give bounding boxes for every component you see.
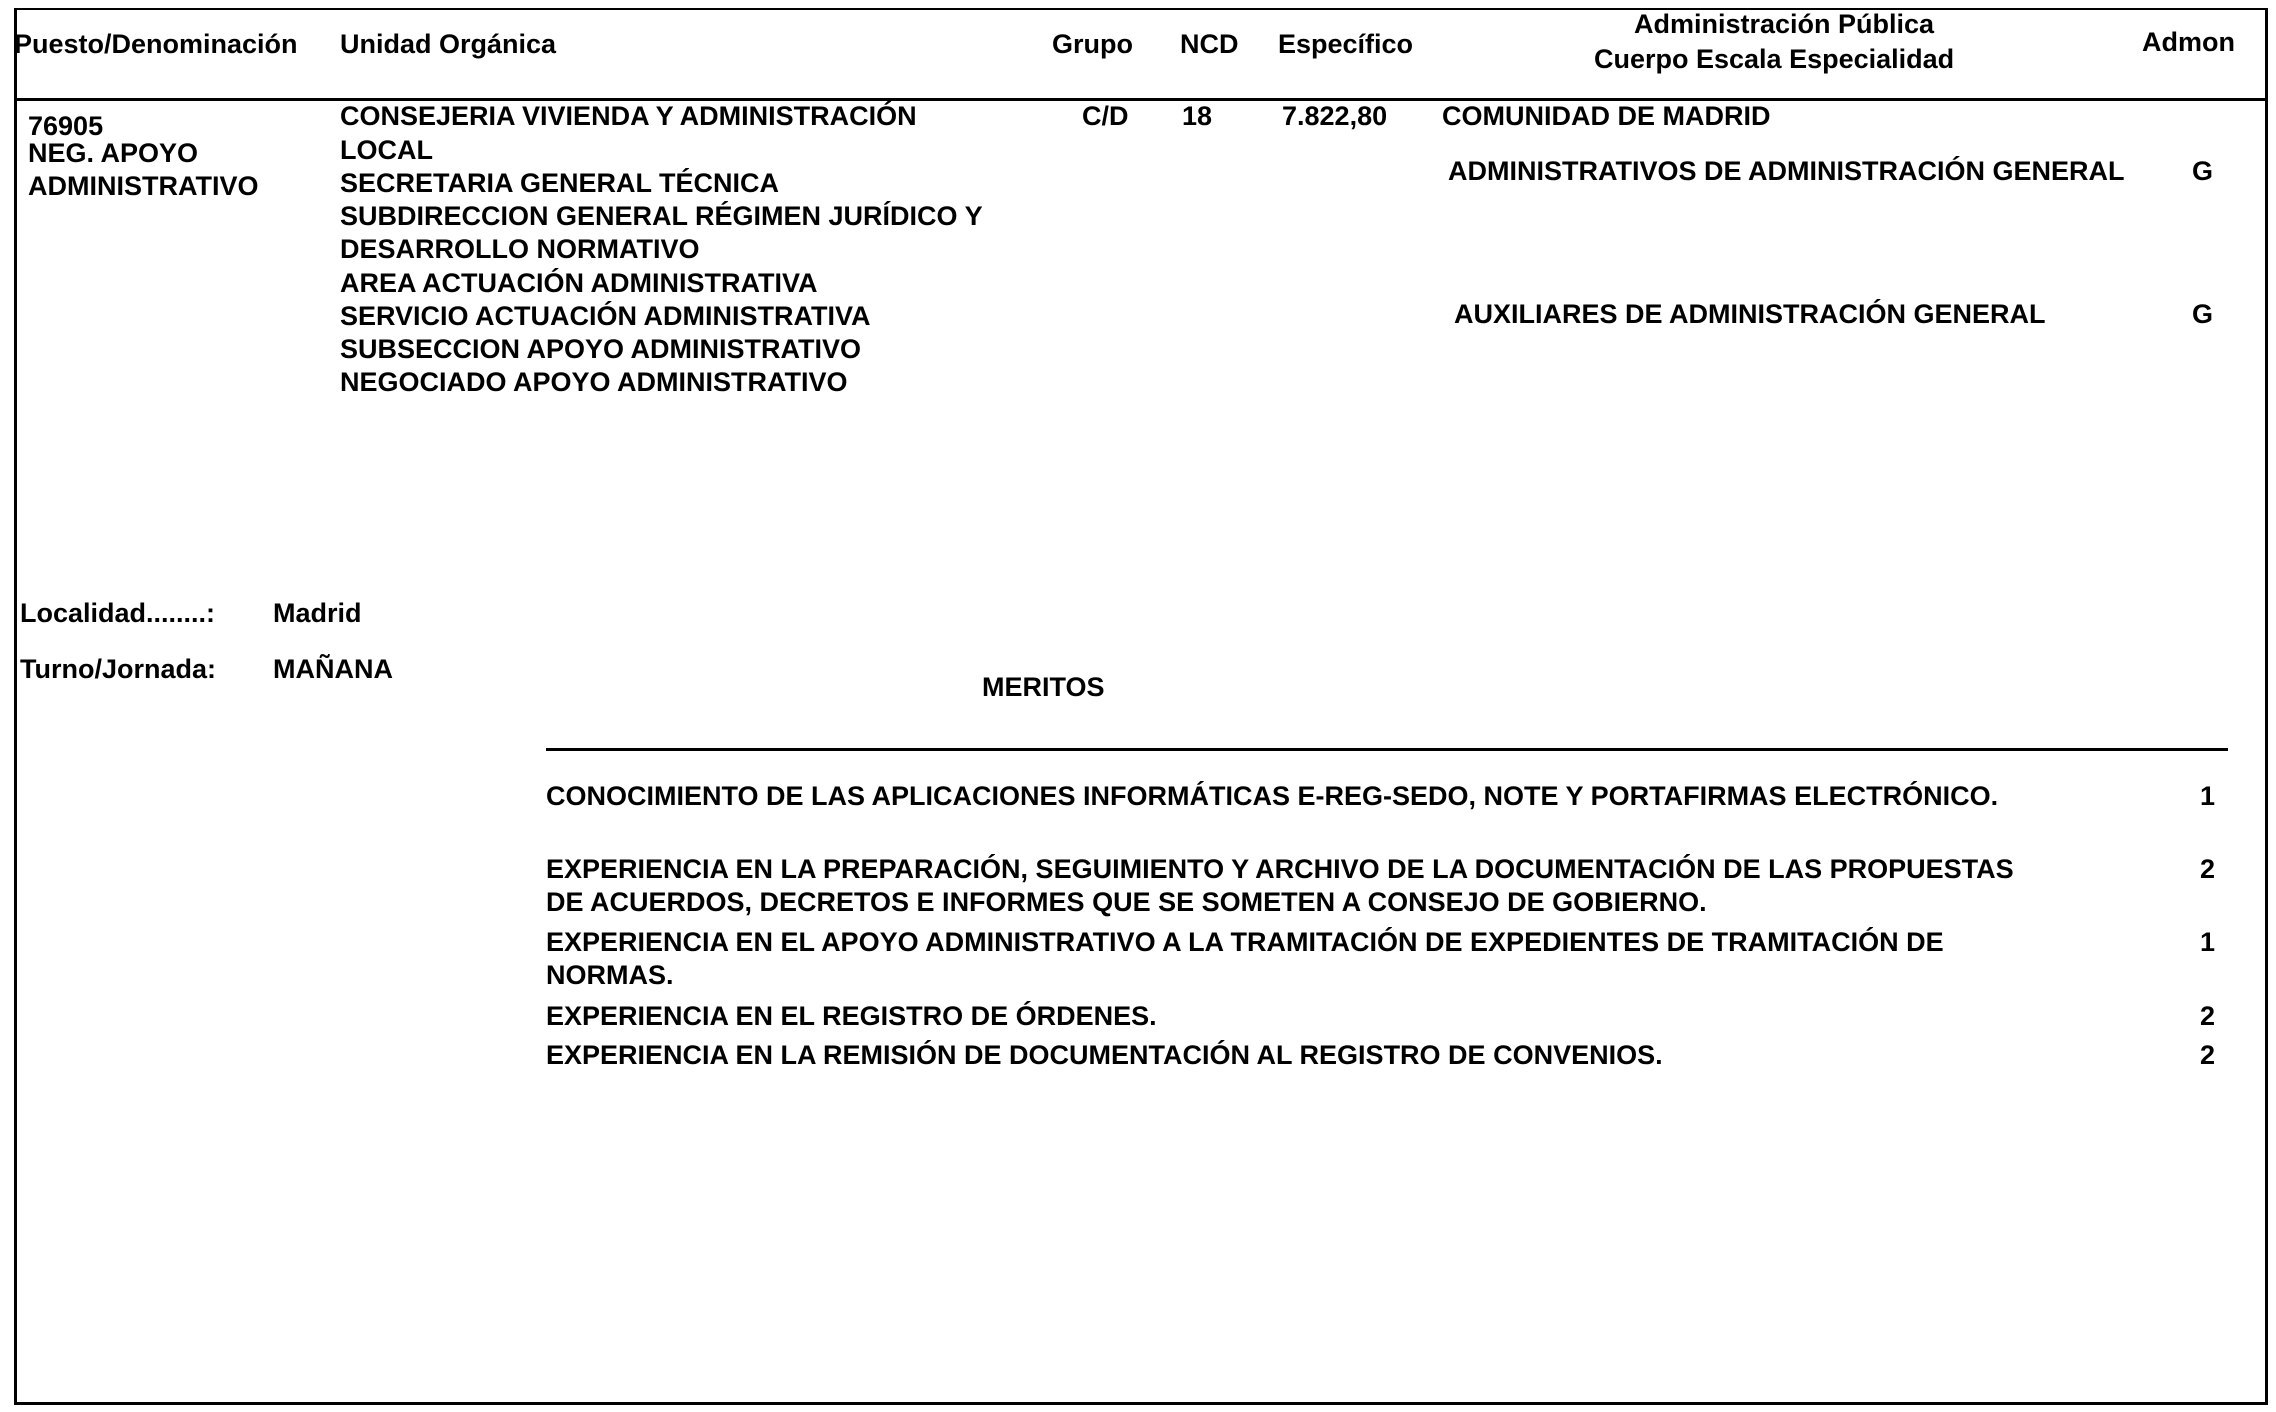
cuerpo-nombre: ADMINISTRATIVOS DE ADMINISTRACIÓN GENERAL bbox=[1448, 156, 2125, 186]
merito-score: 2 bbox=[2200, 854, 2216, 884]
turno-label: Turno/Jornada: bbox=[20, 654, 217, 684]
merito-score: 2 bbox=[2200, 1001, 2216, 1031]
administracion-value: COMUNIDAD DE MADRID bbox=[1442, 101, 1771, 131]
merito-text: EXPERIENCIA EN LA PREPARACIÓN, SEGUIMIENTO Y ARCHIVO DE LA DOCUMENTACIÓN DE LAS PROPUESTAS DE ACUERDOS, DECRETOS E INFORMES QUE SE SOMETEN A CONSEJO DE GOBIERNO. bbox=[546, 854, 2014, 917]
header-puesto: Puesto/Denominación bbox=[14, 29, 298, 59]
header-especifico: Específico bbox=[1278, 29, 1414, 59]
turno-value: MAÑANA bbox=[273, 654, 393, 684]
puesto-denominacion-1: NEG. APOYO bbox=[28, 138, 199, 168]
merito-score: 1 bbox=[2200, 781, 2216, 811]
especifico-value: 7.822,80 bbox=[1282, 101, 1388, 131]
header-cuerpo-escala: Cuerpo Escala Especialidad bbox=[1594, 44, 1955, 74]
meritos-title: MERITOS bbox=[982, 672, 1105, 702]
grupo-value: C/D bbox=[1082, 101, 1129, 131]
puesto-denominacion-2: ADMINISTRATIVO bbox=[28, 171, 259, 201]
unidad-linea: SECRETARIA GENERAL TÉCNICA bbox=[340, 168, 780, 198]
localidad-label: Localidad........: bbox=[20, 598, 216, 628]
header-grupo: Grupo bbox=[1052, 29, 1133, 59]
merito-text: EXPERIENCIA EN EL REGISTRO DE ÓRDENES. bbox=[546, 1001, 1157, 1031]
merito-text: CONOCIMIENTO DE LAS APLICACIONES INFORMÁTICAS E-REG-SEDO, NOTE Y PORTAFIRMAS ELECTRÓNICO. bbox=[546, 781, 1999, 811]
unidad-linea: LOCAL bbox=[340, 135, 433, 165]
header-ncd: NCD bbox=[1180, 29, 1239, 59]
unidad-linea: CONSEJERIA VIVIENDA Y ADMINISTRACIÓN bbox=[340, 101, 917, 131]
unidad-linea: SUBSECCION APOYO ADMINISTRATIVO bbox=[340, 334, 862, 364]
unidad-linea: SERVICIO ACTUACIÓN ADMINISTRATIVA bbox=[340, 301, 871, 331]
header-admin-publica: Administración Pública bbox=[1634, 9, 1935, 39]
localidad-value: Madrid bbox=[273, 598, 362, 628]
unidad-linea: SUBDIRECCION GENERAL RÉGIMEN JURÍDICO Y bbox=[340, 201, 983, 231]
cuerpo-admon: G bbox=[2192, 156, 2214, 186]
unidad-linea: NEGOCIADO APOYO ADMINISTRATIVO bbox=[340, 367, 848, 397]
merito-score: 2 bbox=[2200, 1040, 2216, 1070]
unidad-linea: DESARROLLO NORMATIVO bbox=[340, 234, 700, 264]
merito-text: EXPERIENCIA EN LA REMISIÓN DE DOCUMENTACIÓN AL REGISTRO DE CONVENIOS. bbox=[546, 1040, 1663, 1070]
header-admon: Admon bbox=[2142, 27, 2235, 57]
merito-score: 1 bbox=[2200, 927, 2216, 957]
ncd-value: 18 bbox=[1182, 101, 1213, 131]
unidad-linea: AREA ACTUACIÓN ADMINISTRATIVA bbox=[340, 268, 818, 298]
cuerpo-admon: G bbox=[2192, 299, 2214, 329]
merito-text: EXPERIENCIA EN EL APOYO ADMINISTRATIVO A LA TRAMITACIÓN DE EXPEDIENTES DE TRAMITACIÓN DE NORMAS. bbox=[546, 927, 1944, 990]
cuerpo-nombre: AUXILIARES DE ADMINISTRACIÓN GENERAL bbox=[1454, 299, 2046, 329]
puesto-codigo: 76905 bbox=[28, 111, 104, 141]
header-unidad: Unidad Orgánica bbox=[340, 29, 557, 59]
meritos-divider bbox=[546, 748, 2228, 751]
